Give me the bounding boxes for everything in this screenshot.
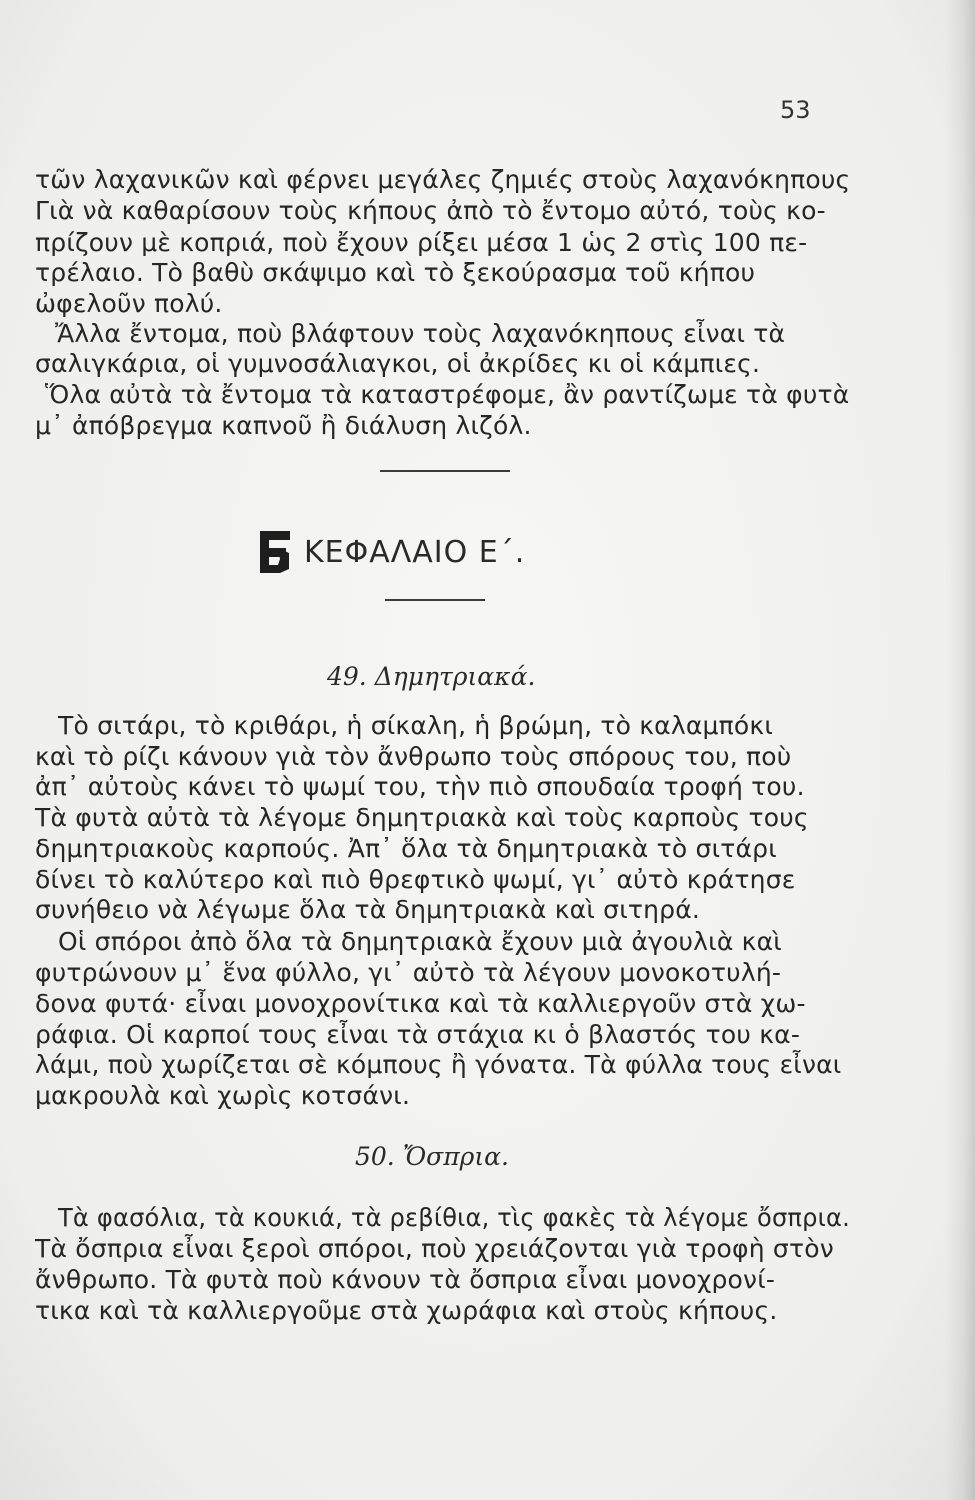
section-49-line-13: μακρουλὰ καὶ χωρὶς κοτσάνι. [35, 1081, 411, 1110]
page-number: 53 [780, 96, 811, 124]
intro-line-9: μ᾽ ἀπόβρεγμα καπνοῦ ἢ διάλυση λιζόλ. [35, 411, 532, 440]
section-49-line-9: φυτρώνουν μ᾽ ἕνα φύλλο, γι᾽ αὐτὸ τὰ λέγουν μονοκοτυλή- [35, 958, 782, 987]
section-50-line-3: ἄνθρωπο. Τὰ φυτὰ ποὺ κάνουν τὰ ὄσπρια εἶναι μονοχρονί- [35, 1265, 776, 1294]
section-49-line-12: λάμι, ποὺ χωρίζεται σὲ κόμπους ἢ γόνατα. Τὰ φύλλα τους εἶναι [35, 1050, 842, 1079]
section-50-line-2: Τὰ ὄσπρια εἶναι ξεροὶ σπόροι, ποὺ χρειάζονται γιὰ τροφὴ στὸν [35, 1234, 834, 1263]
intro-line-3: πρίζουν μὲ κοπριά, ποὺ ἔχουν ρίξει μέσα 1 ὡς 2 στὶς 100 πε- [35, 228, 808, 257]
section-49-line-4: Τὰ φυτὰ αὐτὰ τὰ λέγομε δημητριακὰ καὶ τοὺς καρποὺς τους [35, 803, 809, 832]
chapter-header [258, 527, 525, 577]
intro-line-8: Ὅλα αὐτὰ τὰ ἔντομα τὰ καταστρέφομε, ἂν ραντίζωμε τὰ φυτὰ [45, 380, 850, 409]
section-49-line-5: δημητριακοὺς καρπούς. Ἀπ᾽ ὅλα τὰ δημητριακὰ τὸ σιτάρι [35, 834, 777, 863]
section-49-line-6: δίνει τὸ καλύτερο καὶ πιὸ θρεφτικὸ ψωμί, γι᾽ αὐτὸ κράτησε [35, 865, 796, 894]
intro-line-4: τρέλαιο. Τὸ βαθὺ σκάψιμο καὶ τὸ ξεκούρασμα τοῦ κήπου [35, 258, 756, 287]
divider-bottom [385, 599, 485, 601]
divider-top [380, 470, 510, 472]
section-49-line-8: Οἱ σπόροι ἀπὸ ὅλα τὰ δημητριακὰ ἔχουν μιὰ ἀγουλιὰ καὶ [58, 927, 782, 956]
chapter-title: ΚΕΦΑΛΑΙΟ Ε΄. [304, 534, 526, 570]
intro-line-6: Ἄλλα ἔντομα, ποὺ βλάφτουν τοὺς λαχανόκηπους εἶναι τὰ [55, 319, 786, 348]
intro-line-1: τῶν λαχανικῶν καὶ φέρνει μεγάλες ζημιές στοὺς λαχανόκηπους [35, 165, 851, 194]
page-edge-shadow [945, 0, 975, 1500]
section-49-line-2: καὶ τὸ ρίζι κάνουν γιὰ τὸν ἄνθρωπο τοὺς σπόρους του, ποὺ [35, 742, 792, 771]
section-49-line-11: ράφια. Οἱ καρποί τους εἶναι τὰ στάχια κι ὁ βλαστός του κα- [35, 1020, 801, 1049]
chapter-initial-icon [258, 529, 292, 575]
section-49-line-3: ἀπ᾽ αὐτοὺς κάνει τὸ ψωμί του, τὴν πιὸ σπουδαία τροφή του. [35, 772, 805, 801]
section-49-line-10: δονα φυτά· εἶναι μονοχρονίτικα καὶ τὰ καλλιεργοῦν στὰ χω- [35, 989, 806, 1018]
section-49-heading: 49. Δημητριακά. [327, 662, 536, 691]
intro-line-7: σαλιγκάρια, οἱ γυμνοσάλιαγκοι, οἱ ἀκρίδες κι οἱ κάμπιες. [35, 349, 761, 378]
intro-line-5: ὠφελοῦν πολύ. [35, 289, 223, 318]
section-49-line-7: συνήθειο νὰ λέγωμε ὅλα τὰ δημητριακὰ καὶ σιτηρά. [35, 895, 701, 924]
section-50-heading: 50. Ὄσπρια. [355, 1142, 509, 1171]
intro-line-2: Γιὰ νὰ καθαρίσουν τοὺς κήπους ἀπὸ τὸ ἔντομο αὐτό, τοὺς κο- [35, 196, 826, 225]
section-49-line-1: Τὸ σιτάρι, τὸ κριθάρι, ἡ σίκαλη, ἡ βρώμη, τὸ καλαμπόκι [58, 711, 773, 740]
section-50-line-4: τικα καὶ τὰ καλλιεργοῦμε στὰ χωράφια καὶ στοὺς κήπους. [35, 1296, 778, 1325]
section-50-line-1: Τὰ φασόλια, τὰ κουκιά, τὰ ρεβίθια, τὶς φακὲς τὰ λέγομε ὄσπρια. [58, 1203, 850, 1232]
